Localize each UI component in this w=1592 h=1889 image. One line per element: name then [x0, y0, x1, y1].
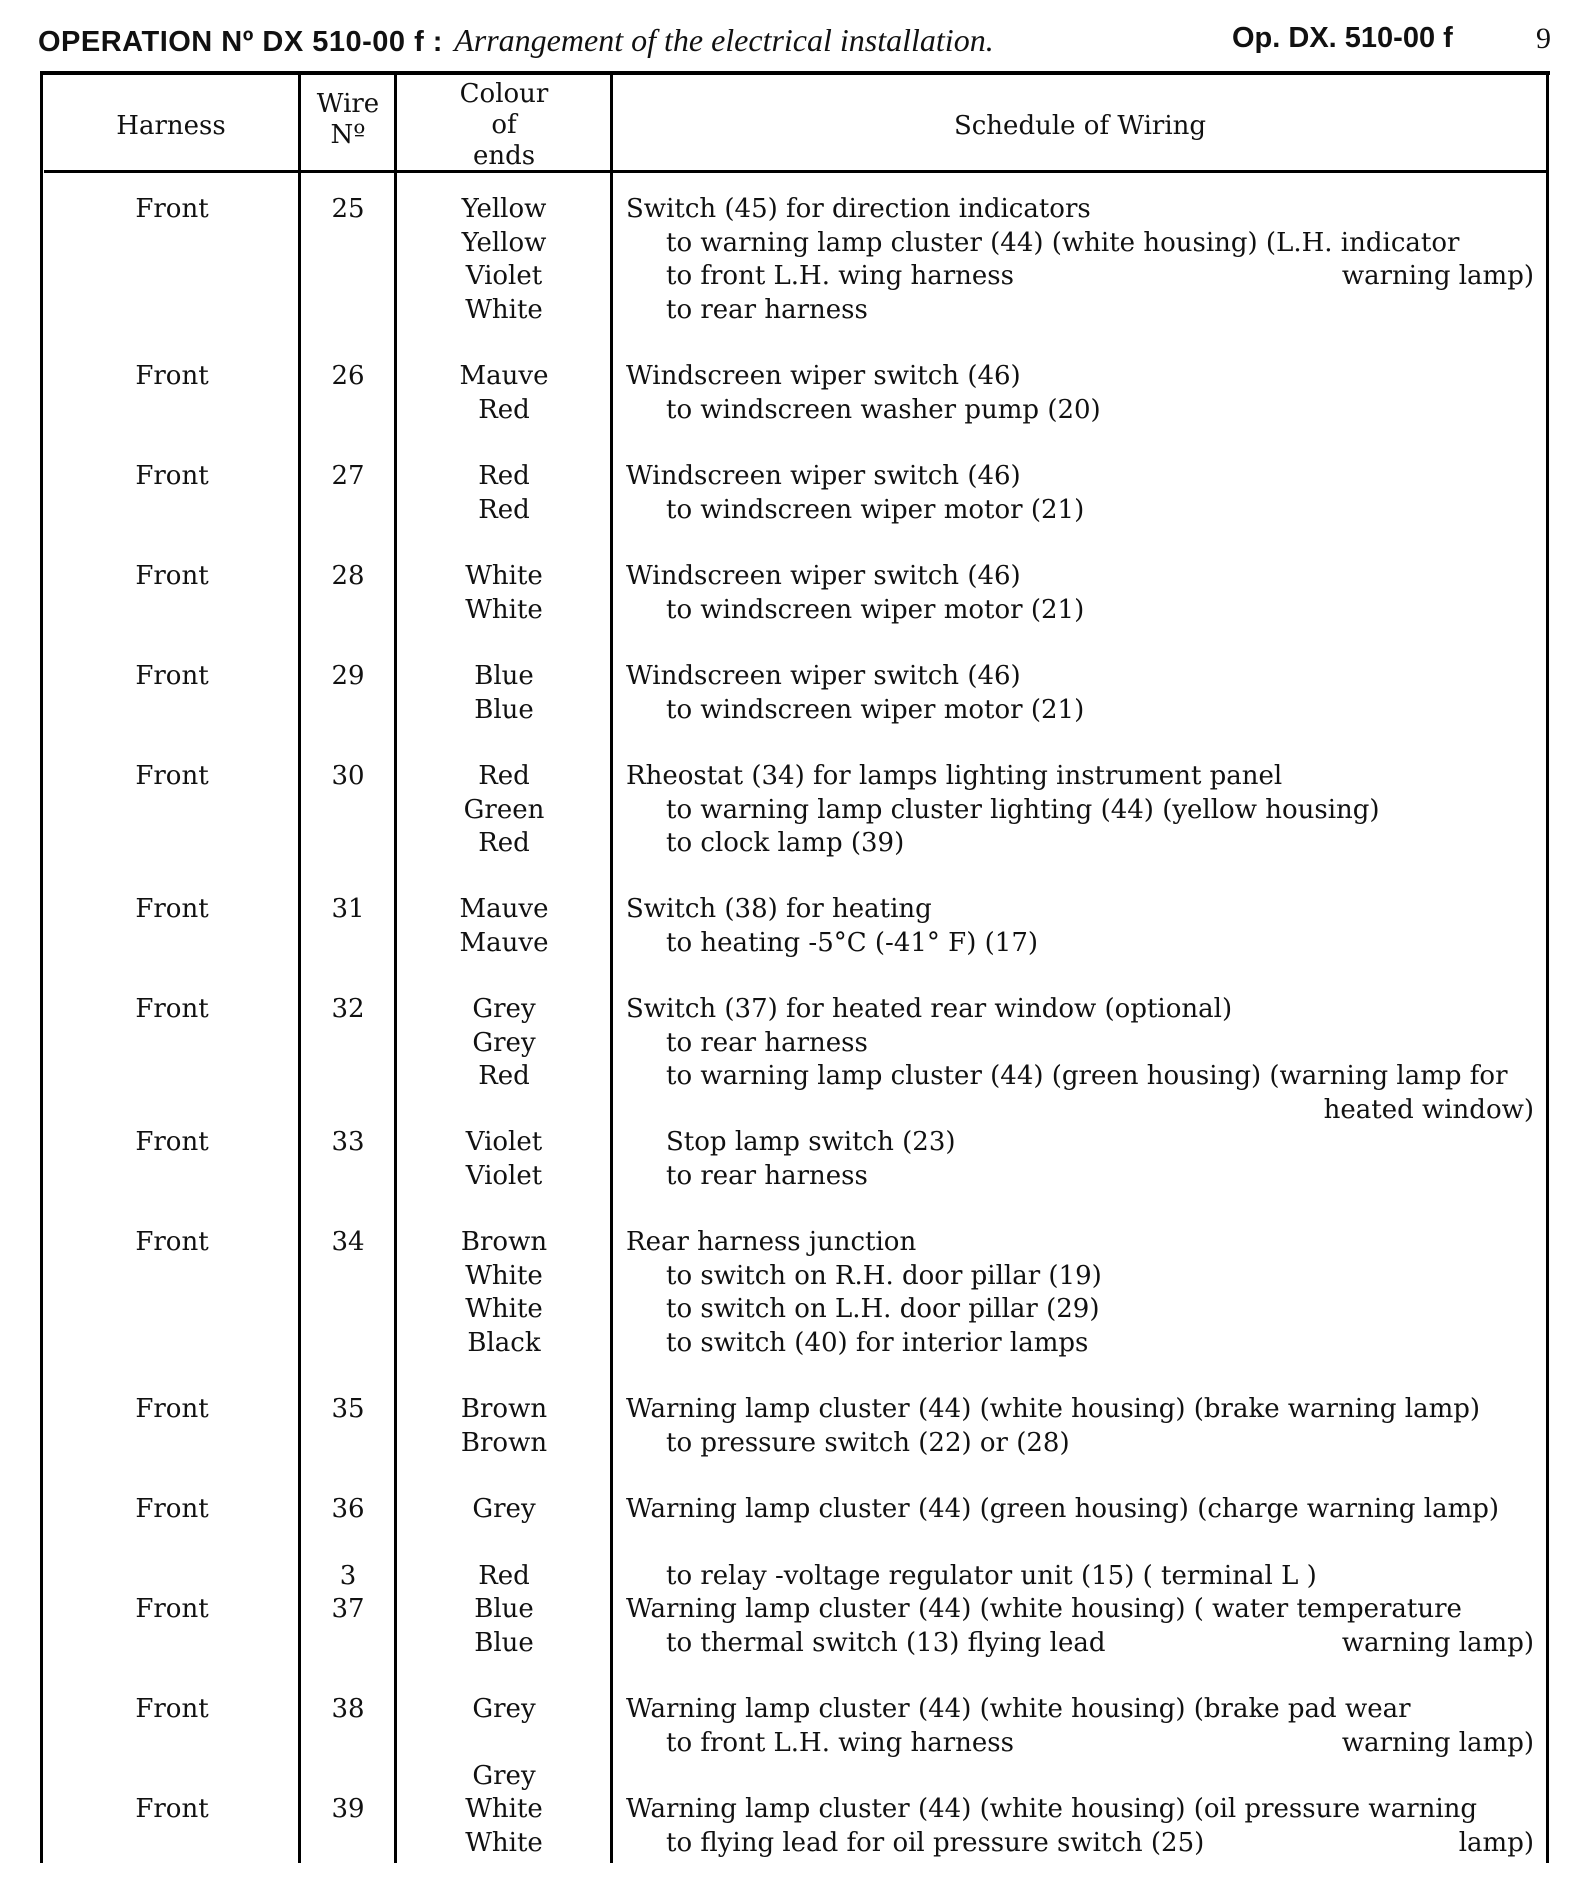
schedule-text: Rear harness junction — [626, 1227, 917, 1257]
colour-cell — [398, 360, 610, 427]
colour-value: Blue — [474, 1594, 534, 1624]
colour-value: Yellow — [461, 227, 547, 258]
colour-value: Grey — [472, 1494, 536, 1524]
colour-value: Yellow — [461, 194, 547, 224]
schedule-line — [626, 794, 1534, 828]
schedule-text: to heating -5°C (-41° F) (17) — [666, 927, 1038, 958]
schedule-note: lamp) — [1458, 1827, 1534, 1858]
schedule-line — [626, 294, 1534, 328]
schedule-cell — [626, 1393, 1534, 1460]
schedule-cell — [626, 1126, 1534, 1193]
colour-value: Violet — [465, 1160, 543, 1191]
colour-value: Grey — [472, 1027, 536, 1058]
schedule-text: to warning lamp cluster (44) (white housing) (L.H. indicator — [666, 227, 1460, 258]
schedule-line — [626, 1427, 1534, 1461]
wire-number-cell: 39 — [331, 1794, 365, 1824]
schedule-line — [626, 660, 1534, 694]
operation-label: OPERATION Nº DX 510-00 f : — [38, 26, 443, 58]
schedule-line — [626, 694, 1534, 728]
schedule-cell — [626, 1593, 1534, 1660]
colour-value: Grey — [472, 1694, 536, 1724]
colour-cell — [398, 1560, 610, 1594]
colour-cell — [398, 1693, 610, 1727]
colour-cell — [398, 660, 610, 727]
harness-cell: Front — [135, 894, 209, 924]
colour-value: Blue — [474, 1627, 534, 1658]
schedule-line — [626, 594, 1534, 628]
schedule-text: to switch on L.H. door pillar (29) — [666, 1294, 1100, 1324]
column-header-harness: Harness — [116, 111, 226, 141]
wire-number-cell: 33 — [331, 1127, 365, 1157]
colour-value: White — [465, 1260, 543, 1291]
schedule-text: Windscreen wiper switch (46) — [626, 661, 1021, 691]
colour-value: White — [465, 561, 543, 591]
schedule-line — [626, 360, 1534, 394]
harness-cell: Front — [135, 1594, 209, 1624]
schedule-line — [626, 193, 1534, 227]
schedule-text: to rear harness — [666, 1160, 868, 1191]
harness-cell: Front — [135, 1494, 209, 1524]
colour-value: Red — [478, 494, 530, 525]
colour-value: Green — [463, 794, 545, 825]
schedule-cell — [626, 1493, 1534, 1527]
colour-value: Red — [478, 761, 530, 791]
page-number: 9 — [1536, 22, 1551, 55]
wire-number-cell: 26 — [331, 361, 365, 391]
schedule-text: to warning lamp cluster lighting (44) (yellow housing) — [666, 794, 1380, 825]
operation-title: Arrangement of the electrical installation. — [454, 22, 994, 58]
schedule-text: to flying lead for oil pressure switch (25) — [666, 1827, 1205, 1858]
schedule-cell — [626, 1560, 1534, 1594]
schedule-line — [626, 1627, 1534, 1661]
schedule-text: to windscreen wiper motor (21) — [666, 594, 1085, 625]
colour-value: Brown — [460, 1394, 548, 1424]
column-header-colour-line: ends — [472, 141, 536, 171]
schedule-line — [626, 1727, 1534, 1761]
colour-cell — [398, 1393, 610, 1460]
schedule-text: Warning lamp cluster (44) (white housing) (brake pad wear — [626, 1694, 1411, 1724]
colour-value: Blue — [474, 694, 534, 725]
harness-cell: Front — [135, 194, 209, 224]
schedule-text: to warning lamp cluster (44) (green housing) (warning lamp for — [666, 1061, 1508, 1091]
column-header-colour — [398, 79, 610, 172]
schedule-text: Windscreen wiper switch (46) — [626, 461, 1021, 491]
colour-value: Grey — [472, 994, 536, 1024]
colour-value: Brown — [460, 1227, 548, 1257]
schedule-line — [626, 1027, 1534, 1061]
harness-cell: Front — [135, 461, 209, 491]
schedule-cell — [626, 560, 1534, 627]
schedule-text: Switch (37) for heated rear window (optional) — [626, 994, 1233, 1024]
colour-value: Violet — [465, 1127, 543, 1157]
colour-value: Blue — [474, 661, 534, 691]
schedule-cell — [626, 993, 1534, 1127]
schedule-note: warning lamp) — [1341, 1727, 1534, 1758]
schedule-note: heated window) — [1323, 1094, 1534, 1125]
schedule-line — [626, 1160, 1534, 1194]
schedule-text: Warning lamp cluster (44) (white housing) (brake warning lamp) — [626, 1394, 1481, 1424]
colour-cell — [398, 1226, 610, 1360]
colour-value: Red — [478, 394, 530, 425]
colour-value: Brown — [460, 1427, 548, 1458]
colour-value: Red — [478, 1061, 530, 1091]
harness-cell: Front — [135, 561, 209, 591]
schedule-cell — [626, 660, 1534, 727]
wire-number-cell: 28 — [331, 561, 365, 591]
schedule-cell — [626, 460, 1534, 527]
table-top-rule — [40, 71, 1550, 75]
schedule-line — [626, 1493, 1534, 1527]
column-divider-wire — [394, 73, 397, 1863]
schedule-text: Windscreen wiper switch (46) — [626, 361, 1021, 391]
schedule-text: to windscreen wiper motor (21) — [666, 694, 1085, 725]
harness-cell: Front — [135, 661, 209, 691]
wire-number-cell: 34 — [331, 1227, 365, 1257]
schedule-line — [626, 227, 1534, 261]
schedule-note: warning lamp) — [1341, 261, 1534, 291]
schedule-line — [626, 1560, 1534, 1594]
colour-value: White — [465, 1794, 543, 1824]
colour-cell — [398, 893, 610, 960]
schedule-line — [626, 1327, 1534, 1361]
schedule-line — [626, 927, 1534, 961]
harness-cell: Front — [135, 1794, 209, 1824]
colour-value: Mauve — [459, 361, 549, 391]
colour-value: Violet — [465, 261, 543, 291]
colour-value: Grey — [472, 1761, 536, 1791]
colour-value: White — [465, 594, 543, 625]
schedule-text: Stop lamp switch (23) — [666, 1127, 956, 1157]
schedule-line — [626, 260, 1534, 294]
schedule-text: to windscreen wiper motor (21) — [666, 494, 1085, 525]
wire-number-cell: 36 — [331, 1494, 365, 1524]
schedule-line — [626, 993, 1534, 1027]
colour-value: White — [465, 1294, 543, 1324]
colour-cell — [398, 1793, 610, 1860]
colour-cell — [398, 460, 610, 527]
operation-code: Op. DX. 510-00 f — [1232, 22, 1453, 54]
wire-number-cell: 3 — [339, 1561, 357, 1591]
schedule-text: to pressure switch (22) or (28) — [666, 1427, 1070, 1458]
schedule-line — [626, 1827, 1534, 1861]
colour-cell — [398, 993, 610, 1094]
column-header-colour-line: of — [491, 110, 517, 140]
colour-cell — [398, 760, 610, 861]
column-header-wire-line: Nº — [330, 120, 366, 150]
wire-number-cell: 38 — [331, 1694, 365, 1724]
colour-cell — [398, 1593, 610, 1660]
schedule-line — [626, 1393, 1534, 1427]
page-header — [38, 22, 994, 62]
schedule-line — [626, 1593, 1534, 1627]
schedule-text: Windscreen wiper switch (46) — [626, 561, 1021, 591]
wire-number-cell: 30 — [331, 761, 365, 791]
schedule-text: Switch (45) for direction indicators — [626, 194, 1091, 224]
wire-number-cell: 32 — [331, 994, 365, 1024]
harness-cell: Front — [135, 761, 209, 791]
schedule-cell — [626, 1793, 1534, 1860]
harness-cell: Front — [135, 1394, 209, 1424]
schedule-cell — [626, 193, 1534, 327]
wire-number-cell: 31 — [331, 894, 365, 924]
schedule-line — [626, 1094, 1534, 1128]
schedule-line — [626, 1226, 1534, 1260]
schedule-text: to windscreen washer pump (20) — [666, 394, 1101, 425]
colour-value: Red — [478, 828, 530, 858]
schedule-line — [626, 560, 1534, 594]
schedule-text: Rheostat (34) for lamps lighting instrument panel — [626, 761, 1283, 791]
schedule-text: Warning lamp cluster (44) (green housing) (charge warning lamp) — [626, 1494, 1500, 1524]
schedule-text: to rear harness — [666, 294, 868, 325]
column-header-wire — [302, 89, 394, 151]
schedule-text: to switch (40) for interior lamps — [666, 1327, 1089, 1358]
colour-value: Mauve — [459, 894, 549, 924]
schedule-cell — [626, 360, 1534, 427]
schedule-text: to clock lamp (39) — [666, 828, 905, 858]
colour-cell — [398, 1126, 610, 1193]
harness-cell: Front — [135, 1694, 209, 1724]
schedule-text: Warning lamp cluster (44) (white housing) (oil pressure warning — [626, 1794, 1478, 1824]
schedule-line — [626, 494, 1534, 528]
schedule-line — [626, 1060, 1534, 1094]
schedule-cell — [626, 1226, 1534, 1360]
schedule-line — [626, 460, 1534, 494]
colour-cell — [398, 1760, 610, 1794]
schedule-text: to relay -voltage regulator unit (15) ( terminal L ) — [666, 1561, 1317, 1591]
column-header-colour-line: Colour — [459, 79, 549, 109]
wire-number-cell: 29 — [331, 661, 365, 691]
schedule-text: to thermal switch (13) flying lead — [666, 1627, 1106, 1658]
schedule-text: Switch (38) for heating — [626, 894, 932, 924]
colour-value: Mauve — [459, 927, 549, 958]
colour-cell — [398, 1493, 610, 1527]
schedule-line — [626, 760, 1534, 794]
colour-cell — [398, 193, 610, 327]
wire-number-cell: 25 — [331, 194, 365, 224]
schedule-line — [626, 827, 1534, 861]
harness-cell: Front — [135, 1127, 209, 1157]
schedule-cell — [626, 760, 1534, 861]
schedule-line — [626, 1126, 1534, 1160]
colour-value: Red — [478, 1561, 530, 1591]
colour-value: Black — [467, 1327, 541, 1358]
wire-number-cell: 37 — [331, 1594, 365, 1624]
table-header-rule — [44, 170, 1548, 173]
colour-value: White — [465, 1827, 543, 1858]
table-left-border — [40, 73, 43, 1863]
harness-cell: Front — [135, 1227, 209, 1257]
colour-cell — [398, 560, 610, 627]
schedule-line — [626, 1693, 1534, 1727]
schedule-line — [626, 1260, 1534, 1294]
schedule-text: to front L.H. wing harness — [666, 261, 1014, 291]
schedule-cell — [626, 893, 1534, 960]
column-header-schedule: Schedule of Wiring — [953, 111, 1207, 141]
schedule-note: warning lamp) — [1341, 1627, 1534, 1658]
schedule-line — [626, 1293, 1534, 1327]
harness-cell: Front — [135, 994, 209, 1024]
colour-value: White — [465, 294, 543, 325]
wire-number-cell: 35 — [331, 1394, 365, 1424]
colour-value: Red — [478, 461, 530, 491]
schedule-line — [626, 1793, 1534, 1827]
column-divider-colour — [610, 73, 613, 1863]
schedule-line — [626, 394, 1534, 428]
schedule-text: to front L.H. wing harness — [666, 1727, 1014, 1758]
schedule-text: to switch on R.H. door pillar (19) — [666, 1260, 1102, 1291]
schedule-text: Warning lamp cluster (44) (white housing) ( water temperature — [626, 1594, 1462, 1624]
schedule-line — [626, 893, 1534, 927]
table-right-border — [1546, 73, 1549, 1863]
schedule-cell — [626, 1693, 1534, 1760]
wire-number-cell: 27 — [331, 461, 365, 491]
schedule-text: to rear harness — [666, 1027, 868, 1058]
column-header-wire-line: Wire — [316, 89, 380, 119]
harness-cell: Front — [135, 361, 209, 391]
